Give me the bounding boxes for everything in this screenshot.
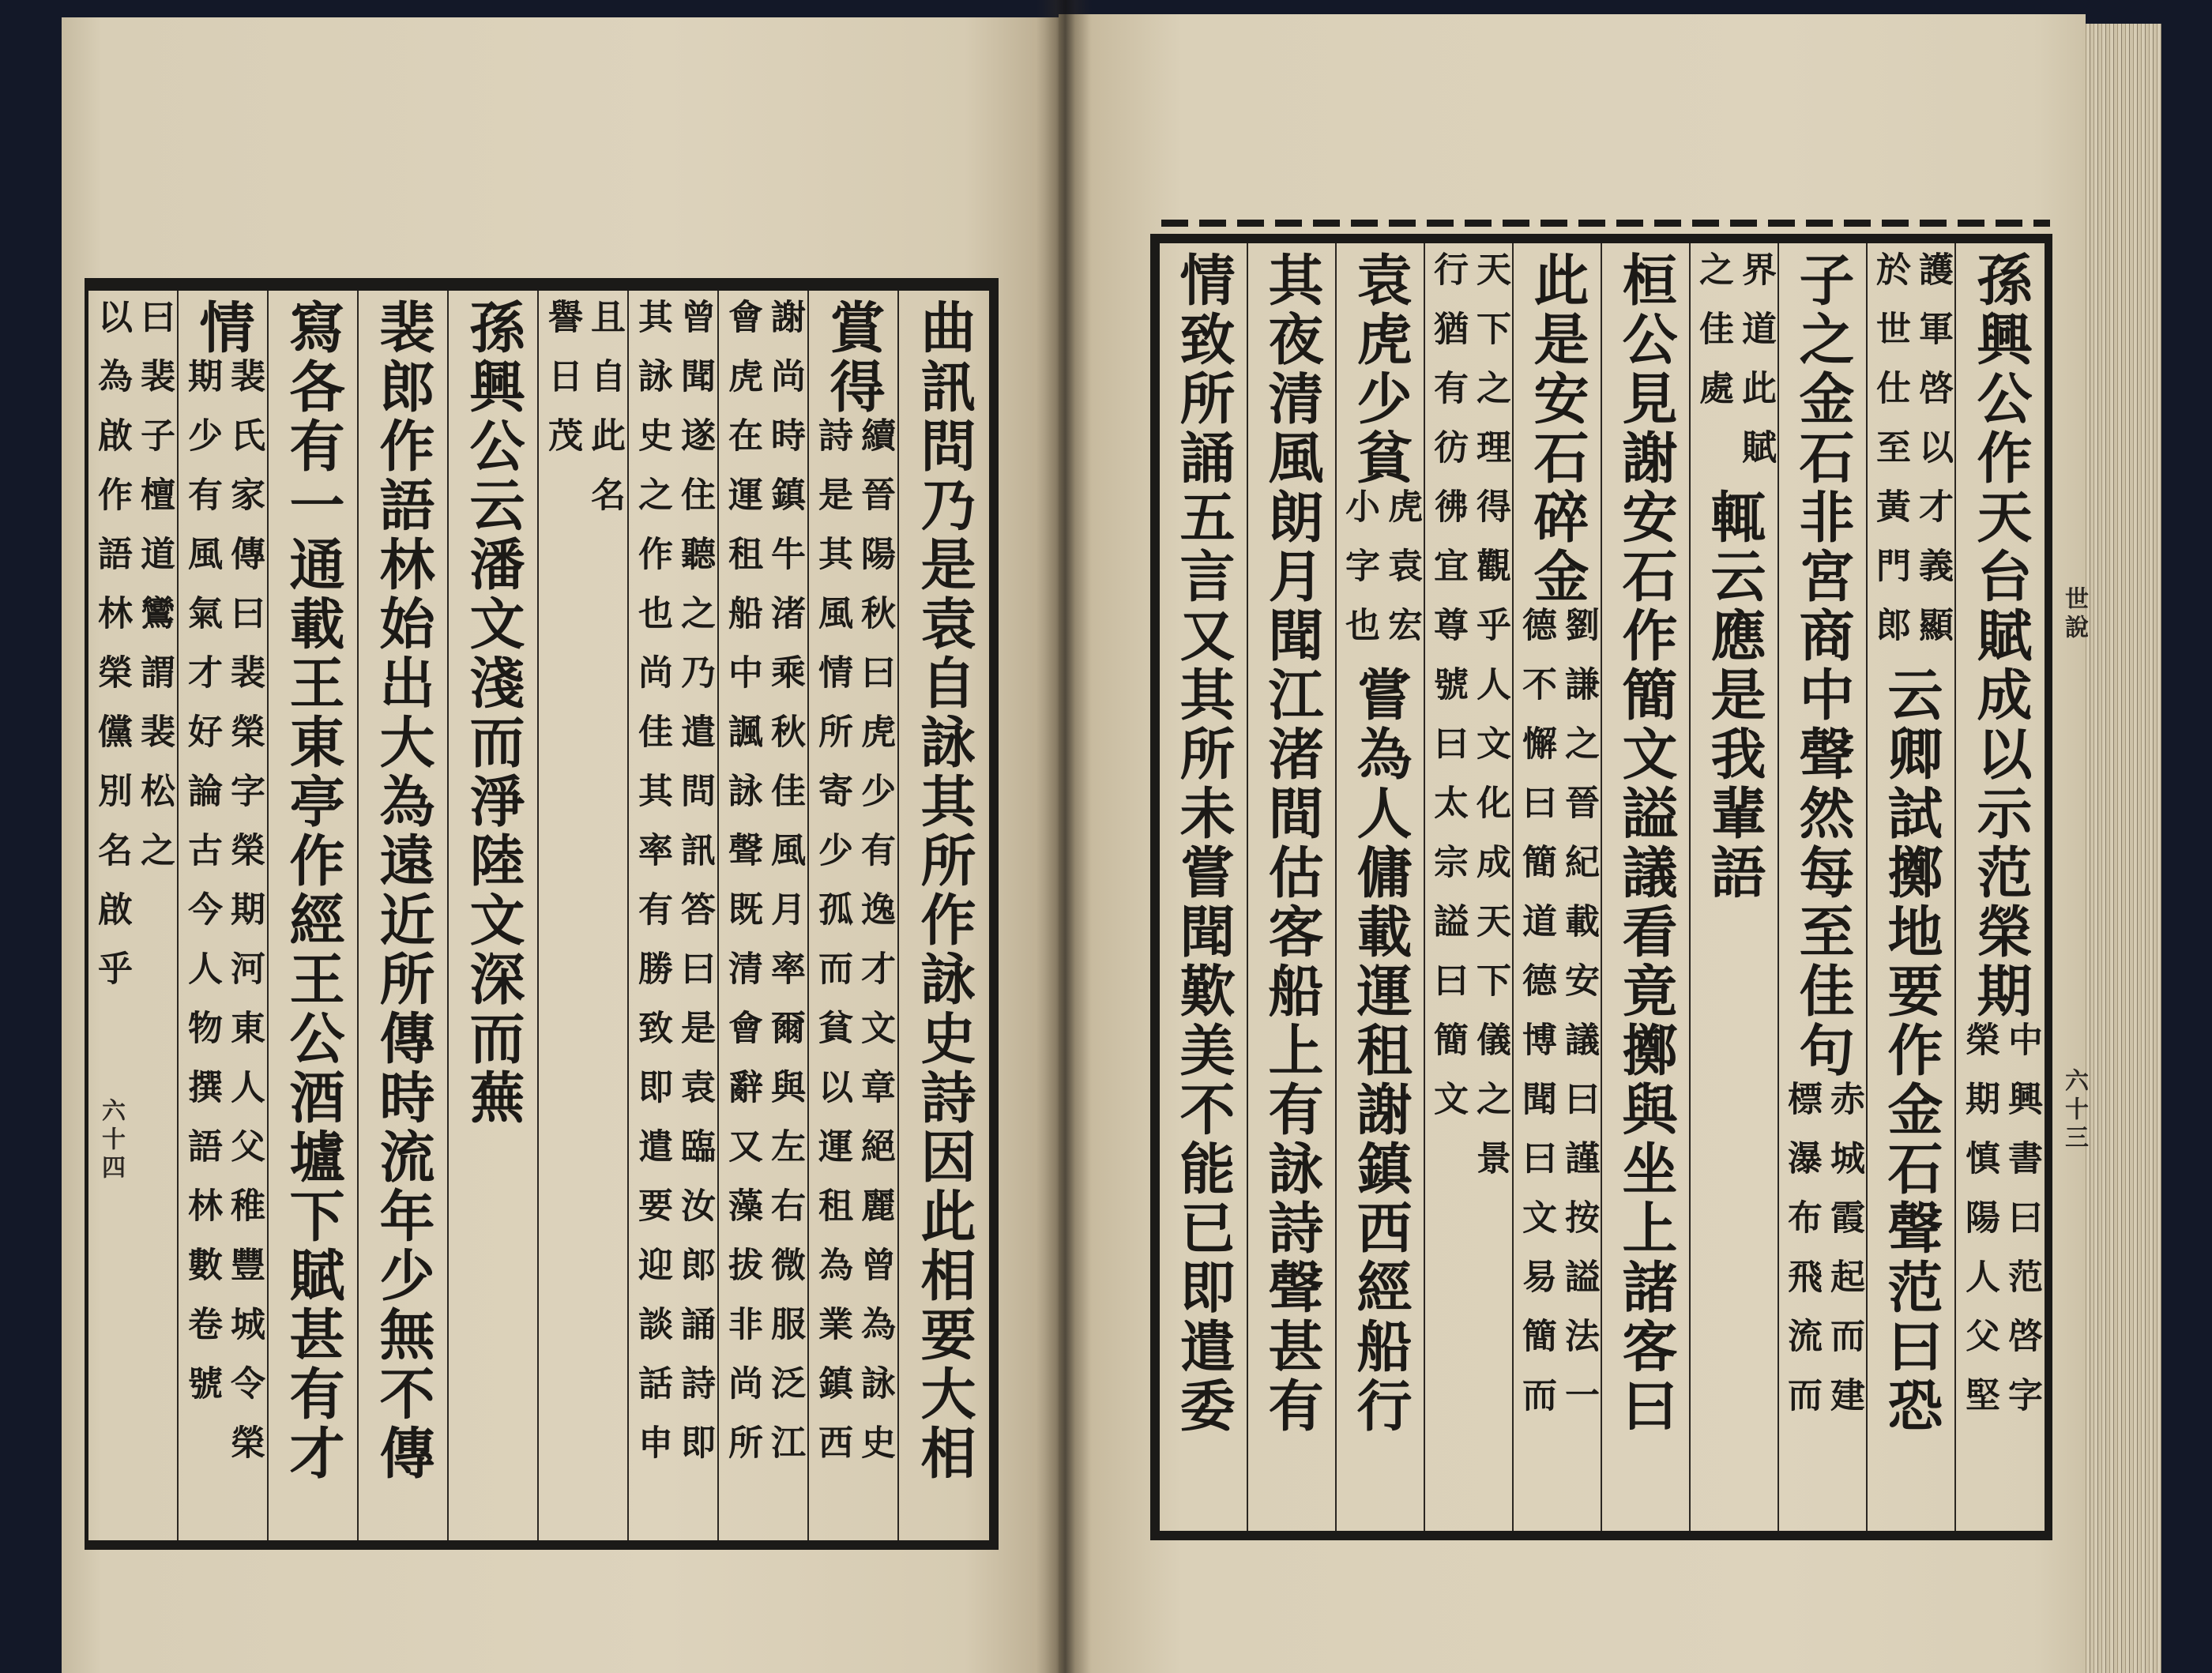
left-page-column-10 — [88, 291, 179, 1540]
note-line-left: 小字也 — [1339, 488, 1379, 666]
left-leaf-number: 六十四 — [97, 1098, 125, 1183]
main-text: 輒云應是我輩語 — [1702, 488, 1767, 903]
main-text: 此是安石碎金 — [1525, 251, 1590, 607]
note-line-right: 謝尚時鎮牛渚乘秋佳風月率爾與左右微服泛江 — [765, 299, 805, 1483]
right-page-column-10 — [1160, 243, 1248, 1531]
commentary-note — [539, 299, 627, 536]
commentary-note — [629, 299, 717, 1483]
main-text: 桓公見謝安石作簡文謚議看竟擲與坐上諸客曰 — [1613, 251, 1679, 1436]
main-text: 子之金石非宮商中聲然每至佳句 — [1790, 251, 1856, 1081]
right-page-column-3 — [1779, 243, 1868, 1531]
main-text: 裴郎作語林始出大為遠近所傳時流年少無不傳 — [371, 299, 436, 1483]
right-page-column-4 — [1691, 243, 1779, 1531]
commentary-note — [88, 299, 177, 1009]
right-page-column-9 — [1248, 243, 1337, 1531]
left-page-column-1 — [899, 291, 989, 1540]
main-text: 情 — [190, 299, 256, 358]
main-text: 孫興公作天台賦成以示范榮期 — [1968, 251, 2033, 1021]
right-page-text-frame — [1150, 234, 2052, 1540]
left-page-column-3 — [719, 291, 809, 1540]
commentary-note — [1867, 251, 1955, 666]
right-leaf-number: 六十三 — [2060, 1068, 2088, 1153]
left-page-column-4 — [629, 291, 719, 1540]
note-line-left: 會虎在運租船中諷詠聲既清會辭又藻拔非尚所 — [722, 299, 762, 1483]
main-text: 袁虎少貧 — [1348, 251, 1413, 488]
commentary-note — [1336, 488, 1424, 666]
note-line-right: 赤城霞起而建 — [1824, 1081, 1864, 1436]
main-text: 其夜清風朗月聞江渚間估客船上有詠詩聲甚有 — [1259, 251, 1325, 1436]
commentary-note — [1513, 607, 1601, 1436]
left-page-column-7 — [359, 291, 449, 1540]
note-line-right: 天下之理得觀乎人文化成天下儀之景 — [1470, 251, 1510, 1199]
note-line-right: 且自此名 — [585, 299, 625, 536]
note-line-left: 行猶有彷彿宜尊號曰太宗謚曰簡文 — [1428, 251, 1468, 1140]
top-border-ornament — [1161, 220, 2050, 227]
note-line-left: 於世仕至黃門郎 — [1870, 251, 1910, 666]
note-line-right: 曰裴子檀道鸞謂裴松之 — [134, 299, 175, 891]
main-text: 嘗為人傭載運租謝鎮西經船行 — [1348, 666, 1413, 1436]
note-line-right: 中興書曰范啓字 — [2002, 1021, 2042, 1436]
note-line-left: 期少有風氣才好論古今人物撰語林數卷號 — [182, 358, 222, 1424]
commentary-note — [809, 417, 897, 1483]
note-line-right: 續晉陽秋曰虎少有逸才文章絕麗曾為詠史 — [855, 417, 895, 1483]
note-line-left: 德不懈曰簡道德博聞曰文易簡而 — [1516, 607, 1556, 1436]
note-line-left: 榮期慎陽人父堅 — [1959, 1021, 1999, 1436]
note-line-left: 其詠史之作也尚佳其率有勝致即遣要迎談話申 — [632, 299, 672, 1483]
book-gutter — [1036, 0, 1092, 1673]
right-page-column-2 — [1868, 243, 1956, 1531]
note-line-left: 之佳處 — [1693, 251, 1733, 429]
right-page-column-8 — [1337, 243, 1425, 1531]
left-page-column-8 — [269, 291, 359, 1540]
right-page-column-5 — [1602, 243, 1691, 1531]
note-line-right: 裴氏家傳曰裴榮字榮期河東人父稚豐城令榮 — [224, 358, 265, 1483]
note-line-right: 虎袁宏 — [1382, 488, 1422, 666]
margin-title: 世說 — [2060, 586, 2088, 643]
note-line-right: 護軍啓以才義顯 — [1913, 251, 1953, 666]
left-page-column-6 — [449, 291, 539, 1540]
note-line-right: 劉謙之晉紀載安議曰謹按謚法一 — [1559, 607, 1599, 1436]
note-line-left: 以為啟作語林榮儻別名啟乎 — [92, 299, 132, 1009]
right-page-column-6 — [1514, 243, 1602, 1531]
right-page-column-7 — [1425, 243, 1514, 1531]
main-text: 情致所誦五言又其所未嘗聞歎美不能已即遣委 — [1171, 251, 1236, 1436]
commentary-note — [719, 299, 807, 1483]
note-line-right: 曾聞遂住聽之乃遣問訊答曰是袁臨汝郎誦詩即 — [675, 299, 715, 1483]
left-page-column-5 — [539, 291, 629, 1540]
main-text: 云卿試擲地要作金石聲范曰恐 — [1879, 666, 1944, 1436]
left-page-column-2 — [809, 291, 899, 1540]
main-text: 寫各有一通載王東亭作經王公酒壚下賦甚有才 — [280, 299, 346, 1483]
left-page-column-9 — [179, 291, 269, 1540]
main-text: 曲訊問乃是袁自詠其所作詠史詩因此相要大相 — [912, 299, 977, 1483]
page-edges-stack — [2082, 24, 2161, 1673]
note-line-right: 界道此賦 — [1736, 251, 1776, 488]
commentary-note — [1956, 1021, 2045, 1436]
note-line-left: 標瀑布飛流而 — [1781, 1081, 1822, 1436]
main-text: 賞得 — [821, 299, 886, 417]
note-line-left: 譽日茂 — [542, 299, 582, 476]
main-text: 孫興公云潘文淺而淨陸文深而蕪 — [461, 299, 526, 1128]
commentary-note — [1690, 251, 1778, 488]
note-line-left: 詩是其風情所寄少孤而貧以運租為業鎮西 — [812, 417, 852, 1483]
right-page-column-1 — [1956, 243, 2045, 1531]
commentary-note — [179, 358, 267, 1483]
commentary-note — [1778, 1081, 1867, 1436]
commentary-note — [1424, 251, 1513, 1199]
left-page-text-frame — [85, 278, 999, 1550]
